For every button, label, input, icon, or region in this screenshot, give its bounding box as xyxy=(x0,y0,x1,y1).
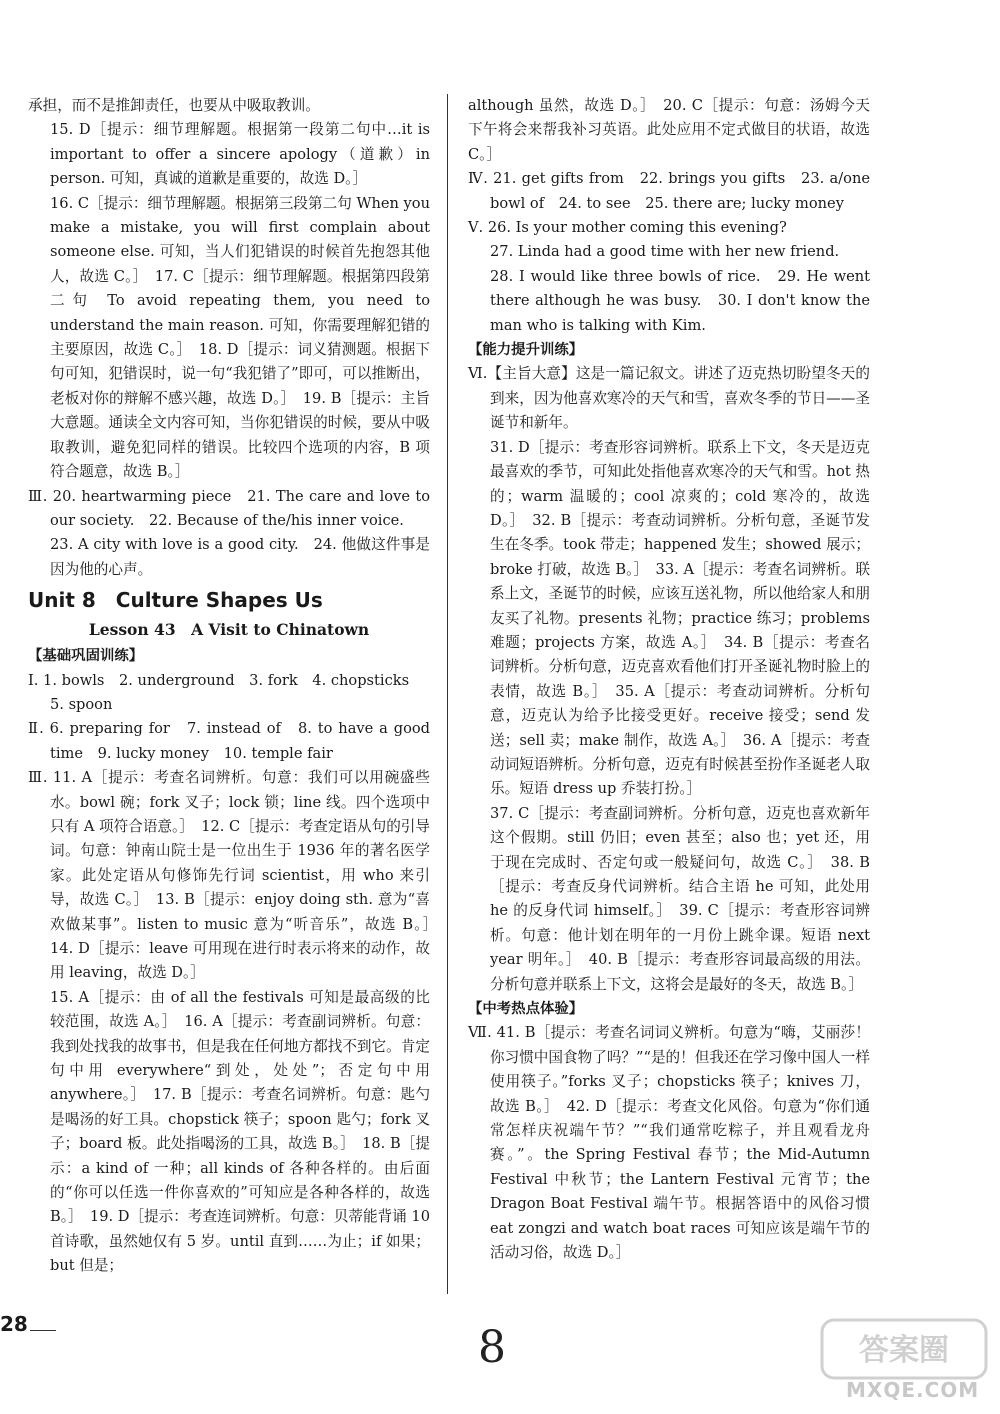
section-i-answers-cont: 5. spoon xyxy=(50,695,113,713)
answer-37-40: 37. C［提示：考查副词辨析。分析句意，迈克也喜欢新年这个假期。still 仍旧；even 甚至；also 也；yet 还，用于现在完成时、否定句或一般疑问句，故选 C。］ 38. B［提示：考查反身代词辨析。结合主语 he 可知，此处用 he 的反身代词 himself。］ 39. C［提示：考查形容词辨析。句意：他计划在明年的一月份上跳伞课。短语 next year 明年。］ 40. B［提示：考查形容词最高级的用法。分析句意并联系上下文，这将会是最好的冬天，故选 B。］ xyxy=(490,804,870,993)
page-number-rule xyxy=(30,1330,56,1331)
section-iv-answers: Ⅳ. 21. get gifts from 22. brings you gifts 23. a/one bowl of 24. to see 25. there are; lucky money xyxy=(468,170,870,212)
section-ii-answers: Ⅱ. 6. preparing for 7. instead of 8. to have a good time 9. lucky money 10. temple fair xyxy=(28,720,430,762)
answer-27: 27. Linda had a good time with her new friend. xyxy=(490,243,840,261)
section-iii-lesson-answers: Ⅲ. 11. A［提示：考查名词辨析。句意：我们可以用碗盛些水。bowl 碗；fork 叉子；lock 锁；line 线。四个选项中只有 A 项符合语意。］ 12. C［提示：考查定语从句的引导词。句意：钟南山院士是一位出生于 1936 年的著名医学家。此处定语从句修饰先行词 scientist，用 who 来引导，故选 C。］ 13. B［提示：enjoy doing sth. 意为“喜欢做某事”。listen to music 意为“听音乐”，故选 B。］ 14. D［提示：leave 可用现在进行时表示将来的动作，故用 leaving，故选 D。］ xyxy=(28,769,445,982)
section-iii-answers-cont: 23. A city with love is a good city. 24. 他做这件事是因为他的心声。 xyxy=(50,536,430,578)
watermark-logo-text: 答案圈 xyxy=(859,1333,949,1368)
answer-19-20-cont: although 虽然，故选 D。］ 20. C［提示：句意：汤姆今天下午将会来帮我补习英语。此处应用不定式做目的状语，故选 C。］ xyxy=(468,97,870,163)
answer-28-30: 28. I would like three bowls of rice. 29. He went there although he was busy. 30. I don't know the man who is talking with Kim. xyxy=(490,267,870,334)
watermark-text: MXQE.COM xyxy=(846,1378,980,1402)
section-iii-lesson-answers-cont: 15. A［提示：由 of all the festivals 可知是最高级的比较范围，故选 A。］ 16. A［提示：考查副词辨析。句意：我到处找我的故事书，但是我在任何地方都找不到它。肯定句中用 everywhere“到处，处处”；否定句中用 anywhere。］ 17. B［提示：考查名词辨析。句意：匙勺是喝汤的好工具。chopstick 筷子；spoon 匙勺；fork 叉子；board 板。此处指喝汤的工具，故选 B。］ 18. B［提示：a kind of 一种；all kinds of 各种各样的。由后面的“你可以任选一件你喜欢的”可知应是各种各样的，故选 B。］ 19. D［提示：考查连词辨析。句意：贝蒂能背诵 10 首诗歌，虽然她仅有 5 岁。until 直到……为止；if 如果；but 但是； xyxy=(50,988,430,1275)
column-divider xyxy=(447,94,448,1294)
section-heading-basic: 【基础巩固训练】 xyxy=(28,648,144,665)
section-vi-summary: Ⅵ.【主旨大意】这是一篇记叙文。讲述了迈克热切盼望冬天的到来，因为他喜欢寒冷的天气和雪，喜欢冬季的节日——圣诞节和新年。 xyxy=(468,365,870,432)
left-column xyxy=(28,94,445,1294)
unit-title: Unit 8 Culture Shapes Us xyxy=(28,588,323,613)
section-vii-answers: Ⅶ. 41. B［提示：考查名词词义辨析。句意为“嗨，艾丽莎！你习惯中国食物了吗？”“是的！但我还在学习像中国人一样使用筷子。”forks 叉子；chopsticks 筷子；knives 刀，故选 B。］ 42. D［提示：考查文化风俗。句意为“你们通常怎样庆祝端午节？”“我们通常吃粽子，并且观看龙舟赛。”。the Spring Festival 春节；the Mid-Autumn Festival 中秋节；the Lantern Festival 元宵节；the Dragon Boat Festival 端午节。根据答语中的风俗习惯 eat zongzi and watch boat races 可知应该是端午节的活动习俗，故选 D。］ xyxy=(468,1024,870,1262)
section-i-answers: Ⅰ. 1. bowls 2. underground 3. fork 4. chopsticks xyxy=(28,671,410,689)
answer-15: 15. D［提示：细节理解题。根据第一段第二句中…it is important to offer a sincere apology（道歉）in person. 可知，真诚的道歉是重要的，故选 D。］ xyxy=(50,121,430,188)
page-number: 28 xyxy=(0,1312,28,1336)
paragraph-carryover: 承担，而不是推卸责任，也要从中吸取教训。 xyxy=(28,97,320,114)
answer-16-19: 16. C［提示：细节理解题。根据第三段第二句 When you make a mistake, you will first complain about someone else. 可知，当人们犯错误的时候首先抱怨其他人，故选 C。］ 17. C［提示：细节理解题。根据第四段第二句 To avoid repeating them, you need to understand the main reason. 可知，你需要理解犯错的主要原因，故选 C。］ 18. D［提示：词义猜测题。根据下句可知，犯错误时，说一句“我犯错了”即可，可以推断出，老板对你的辩解不感兴趣，故选 D。］ 19. B［提示：主旨大意题。通读全文内容可知，当你犯错误的时候，要从中吸取教训，避免犯同样的错误。比较四个选项的内容，B 项符合题意，故选 B。］ xyxy=(50,194,430,481)
right-column xyxy=(468,94,870,1294)
answer-31-36: 31. D［提示：考查形容词辨析。联系上下文，冬天是迈克最喜欢的季节，可知此处指他喜欢寒冷的天气和雪。hot 热的；warm 温暖的；cool 凉爽的；cold 寒冷的，故选 D。］ 32. B［提示：考查动词辨析。分析句意，圣诞节发生在冬季。took 带走；happened 发生；showed 展示；broke 打破，故选 B。］ 33. A［提示：考查名词辨析。联系上文，圣诞节的时候，应该互送礼物，所以他给家人和朋友买了礼物。presents 礼物；practice 练习；problems 难题；projects 方案，故选 A。］ 34. B［提示：考查名词辨析。分析句意，迈克喜欢看他们打开圣诞礼物时脸上的表情，故选 B。］ 35. A［提示：考查动词辨析。分析句意，迈克认为给予比接受更好。receive 接受；send 发送；sell 卖；make 制作，故选 A。］ 36. A［提示：考查动词短语辨析。分析句意，迈克有时候甚至扮作圣诞老人取乐。短语 dress up 乔装打扮。］ xyxy=(490,438,870,798)
lesson-title: Lesson 43 A Visit to Chinatown xyxy=(88,620,370,640)
section-iii-answers: Ⅲ. 20. heartwarming piece 21. The care and love to our society. 22. Because of the/his inner voice. xyxy=(28,487,430,529)
handwritten-mark: 8 xyxy=(478,1322,506,1373)
section-heading-exam: 【中考热点体验】 xyxy=(468,1001,584,1018)
section-heading-ability: 【能力提升训练】 xyxy=(468,342,584,359)
section-v-answers: Ⅴ. 26. Is your mother coming this evening? xyxy=(468,219,787,237)
